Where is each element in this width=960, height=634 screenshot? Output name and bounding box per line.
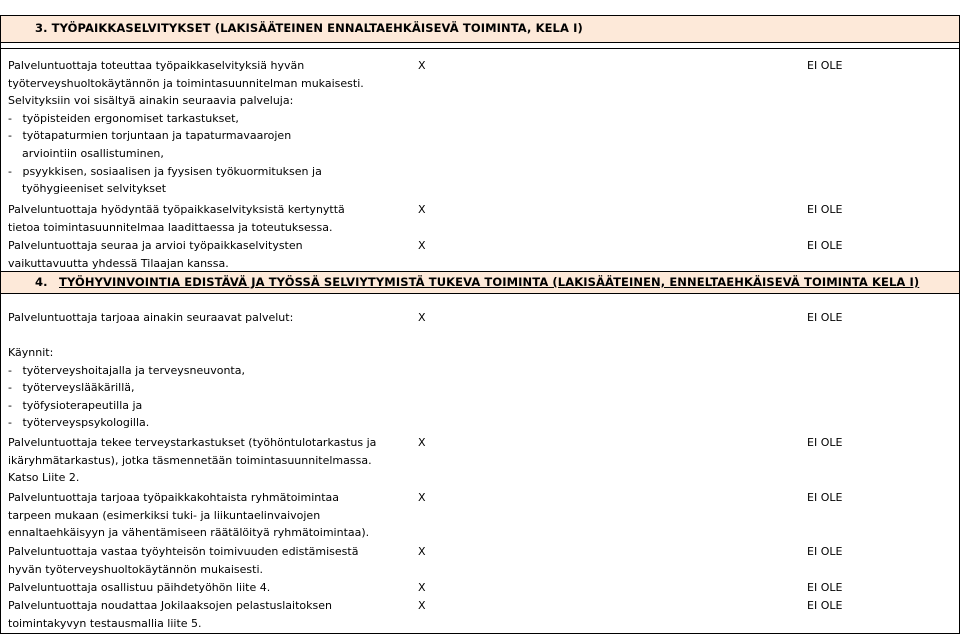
section-4-number: 4. (35, 275, 48, 289)
ei-ole-label: EI OLE (807, 581, 843, 594)
row-text-line: vaikuttavuutta yhdessä Tilaajan kanssa. (8, 256, 229, 270)
ei-ole-label: EI OLE (807, 491, 843, 504)
row-text-line: Palveluntuottaja tarjoaa ainakin seuraavat palvelut: (8, 311, 294, 324)
row-text-line: Palveluntuottaja toteuttaa työpaikkaselvityksiä hyvän (8, 59, 305, 72)
row-text-line: ennaltaehkäisyyn ja vähentämiseen räätälöityä ryhmätoimintaa). (8, 526, 370, 540)
x-mark: X (418, 203, 426, 216)
x-mark: X (418, 599, 426, 612)
row-text-line: - työterveyspsykologilla. (8, 416, 150, 430)
row-text-line: Käynnit: (8, 346, 54, 359)
x-mark: X (418, 311, 426, 324)
row-text-line: Selvityksiin voi sisältyä ainakin seuraavia palveluja: (8, 94, 294, 108)
row-text-line: toimintakyvyn testausmallia liite 5. (8, 616, 202, 630)
row-text-line: Palveluntuottaja hyödyntää työpaikkaselvityksistä kertynyttä (8, 203, 345, 216)
ei-ole-label: EI OLE (807, 545, 843, 558)
row-text-line: - työterveyshoitajalla ja terveysneuvonta, (8, 363, 245, 377)
ei-ole-label: EI OLE (807, 203, 843, 216)
row-text-line: ikäryhmätarkastus), jotka täsmennetään toimintasuunnitelmassa. (8, 453, 372, 467)
table-border-left (0, 294, 1, 634)
ei-ole-label: EI OLE (807, 239, 843, 252)
row-text-line: Palveluntuottaja tarjoaa työpaikkakohtaista ryhmätoimintaa (8, 491, 340, 504)
ei-ole-label: EI OLE (807, 59, 843, 72)
row-text-line: Palveluntuottaja noudattaa Jokilaaksojen pelastuslaitoksen (8, 599, 332, 612)
row-text-line: arviointiin osallistuminen, (8, 147, 164, 160)
x-mark: X (418, 581, 426, 594)
row-text-line: tietoa toimintasuunnitelmaa laadittaessa ja toteutuksessa. (8, 220, 333, 234)
ei-ole-label: EI OLE (807, 436, 843, 449)
row-text-line: Palveluntuottaja vastaa työyhteisön toimivuuden edistämisestä (8, 545, 359, 558)
row-text-line: - työterveyslääkärillä, (8, 381, 135, 395)
row-text-line: työterveyshuoltokäytännön ja toimintasuunnitelman mukaisesti. (8, 76, 364, 90)
row-text-line: Palveluntuottaja tekee terveystarkastukset (työhöntulotarkastus ja (8, 436, 377, 449)
row-text-line: työhygieeniset selvitykset (8, 182, 167, 196)
table-border-left (0, 43, 1, 271)
section-4-title: TYÖHYVINVOINTIA EDISTÄVÄ JA TYÖSSÄ SELVIYTYMISTÄ TUKEVA TOIMINTA (LAKISÄÄTEINEN, ENNELTAEHKÄISEVÄ TOIMINTA KELA I) (59, 275, 920, 289)
section-3-header (0, 15, 960, 43)
row-text-line: - työpisteiden ergonomiset tarkastukset, (8, 111, 239, 125)
row-text-line: Palveluntuottaja seuraa ja arvioi työpaikkaselvitysten (8, 239, 303, 252)
row-text-line: hyvän työterveyshuoltokäytännön mukaisesti. (8, 562, 264, 576)
row-text-line: - työfysioterapeutilla ja (8, 398, 143, 412)
x-mark: X (418, 239, 426, 252)
x-mark: X (418, 59, 426, 72)
table-rule (1, 48, 959, 49)
row-text-line: Palveluntuottaja osallistuu päihdetyöhön liite 4. (8, 581, 271, 594)
x-mark: X (418, 545, 426, 558)
ei-ole-label: EI OLE (807, 311, 843, 324)
row-text-line: - työtapaturmien torjuntaan ja tapaturmavaarojen (8, 129, 292, 143)
x-mark: X (418, 491, 426, 504)
x-mark: X (418, 436, 426, 449)
ei-ole-label: EI OLE (807, 599, 843, 612)
section-4-header (0, 271, 960, 294)
row-text-line: Katso Liite 2. (8, 471, 80, 485)
section-3-title: 3. TYÖPAIKKASELVITYKSET (LAKISÄÄTEINEN ENNALTAEHKÄISEVÄ TOIMINTA, KELA I) (35, 21, 583, 35)
row-text-line: - psyykkisen, sosiaalisen ja fyysisen työkuormituksen ja (8, 164, 322, 178)
row-text-line: tarpeen mukaan (esimerkiksi tuki- ja liikuntaelinvaivojen (8, 508, 321, 522)
